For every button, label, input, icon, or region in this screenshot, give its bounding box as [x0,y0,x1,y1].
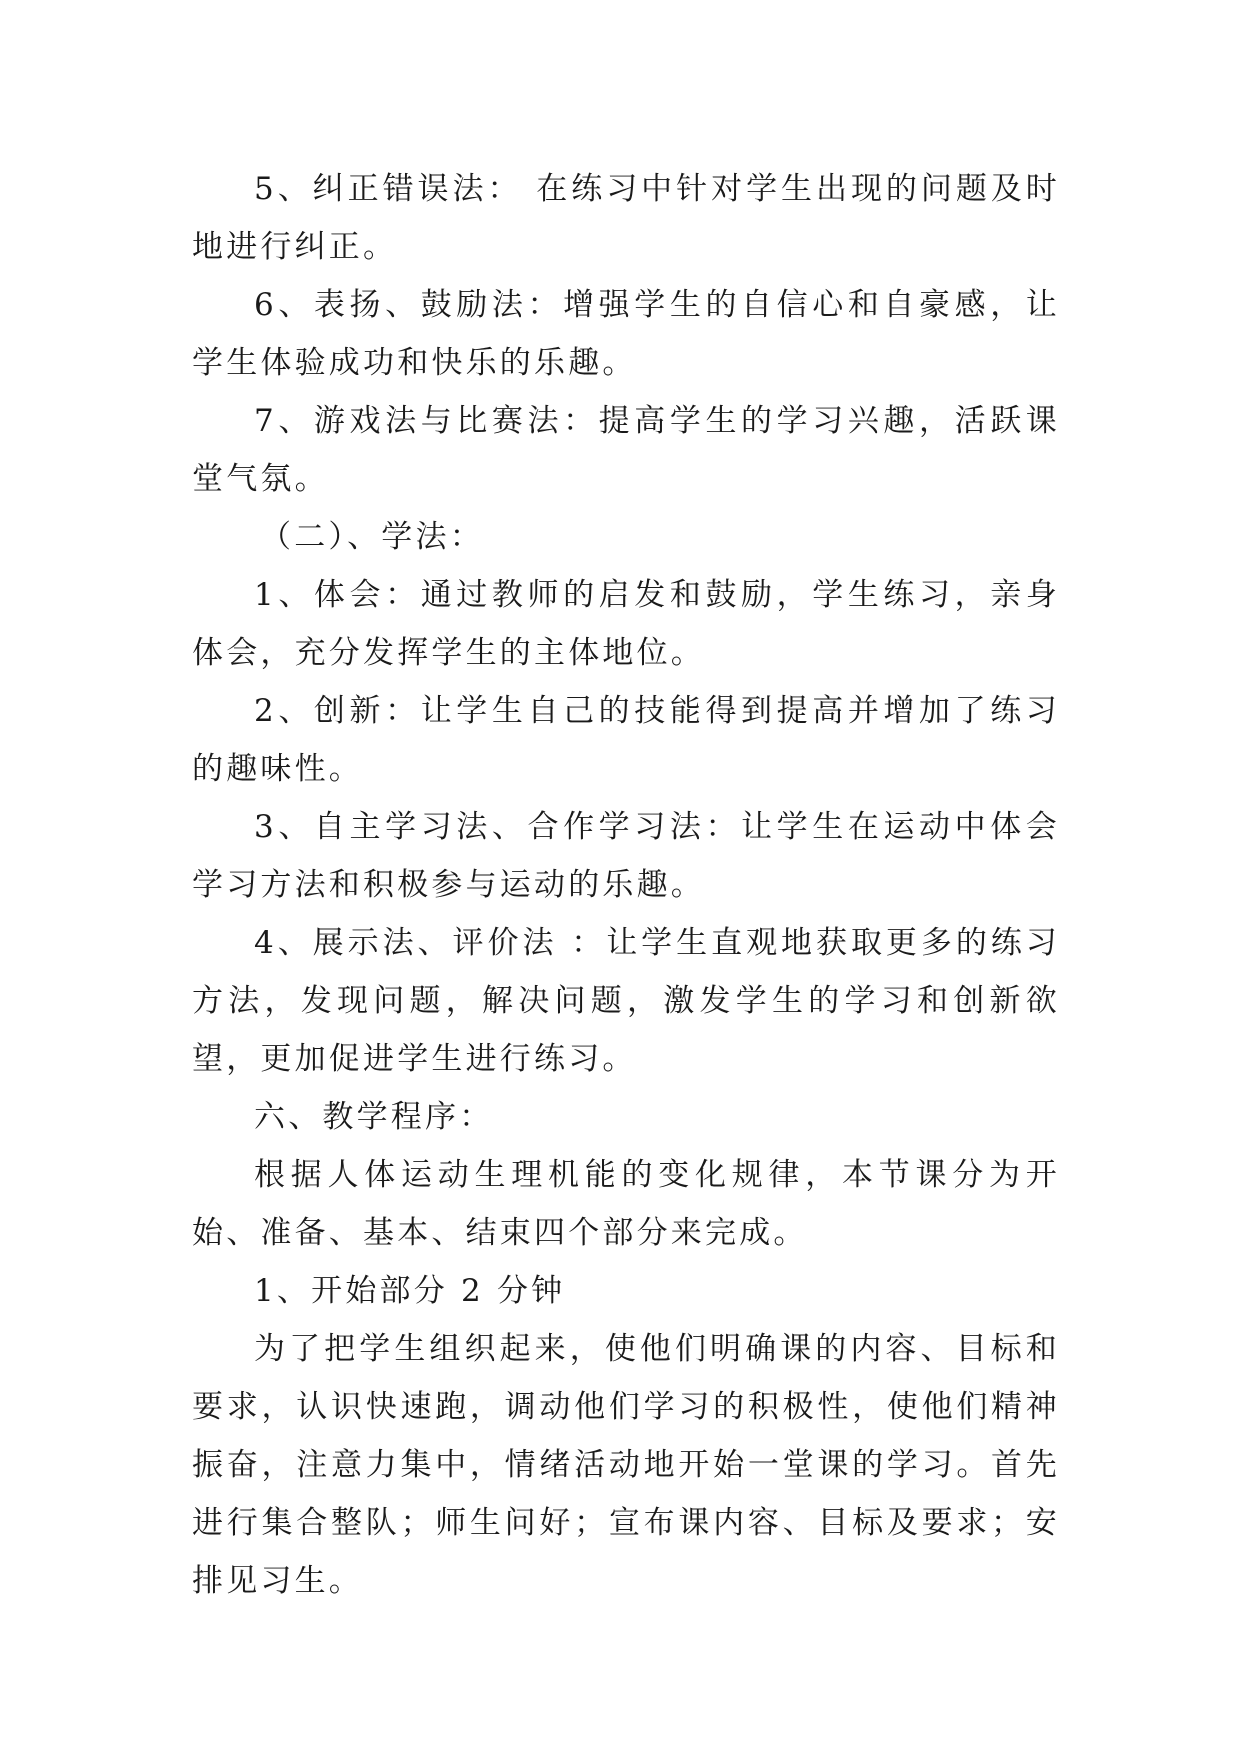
paragraph-method-7: 7、游戏法与比赛法：提高学生的学习兴趣，活跃课堂气氛。 [192,403,1060,497]
paragraph-procedure-intro: 根据人体运动生理机能的变化规律，本节课分为开始、准备、基本、结束四个部分来完成。 [192,1157,1060,1251]
paragraph-learning-2: 2、创新：让学生自己的技能得到提高并增加了练习的趣味性。 [192,693,1060,787]
paragraph-learning-1: 1、体会：通过教师的启发和鼓励，学生练习，亲身体会，充分发挥学生的主体地位。 [192,577,1060,671]
section-heading-learning-methods: （二）、学法： [260,519,484,555]
paragraph-learning-4: 4、展示法、评价法 ：让学生直观地获取更多的练习方法，发现问题，解决问题，激发学生的学习和创新欲望，更加促进学生进行练习。 [192,925,1060,1077]
document-body [192,160,1060,1610]
section-heading-teaching-procedure: 六、教学程序： [254,1099,494,1135]
subheading-opening-part: 1、开始部分 2 分钟 [254,1273,566,1309]
paragraph-method-6: 6、表扬、鼓励法：增强学生的自信心和自豪感，让学生体验成功和快乐的乐趣。 [192,287,1060,381]
paragraph-method-5: 5、纠正错误法： 在练习中针对学生出现的问题及时地进行纠正。 [192,171,1060,265]
paragraph-learning-3: 3、自主学习法、合作学习法：让学生在运动中体会学习方法和积极参与运动的乐趣。 [192,809,1060,903]
paragraph-opening-part: 为了把学生组织起来，使他们明确课的内容、目标和要求，认识快速跑，调动他们学习的积极性，使他们精神振奋，注意力集中，情绪活动地开始一堂课的学习。首先进行集合整队；师生问好；宣布课内容、目标及要求；安排见习生。 [192,1331,1060,1599]
